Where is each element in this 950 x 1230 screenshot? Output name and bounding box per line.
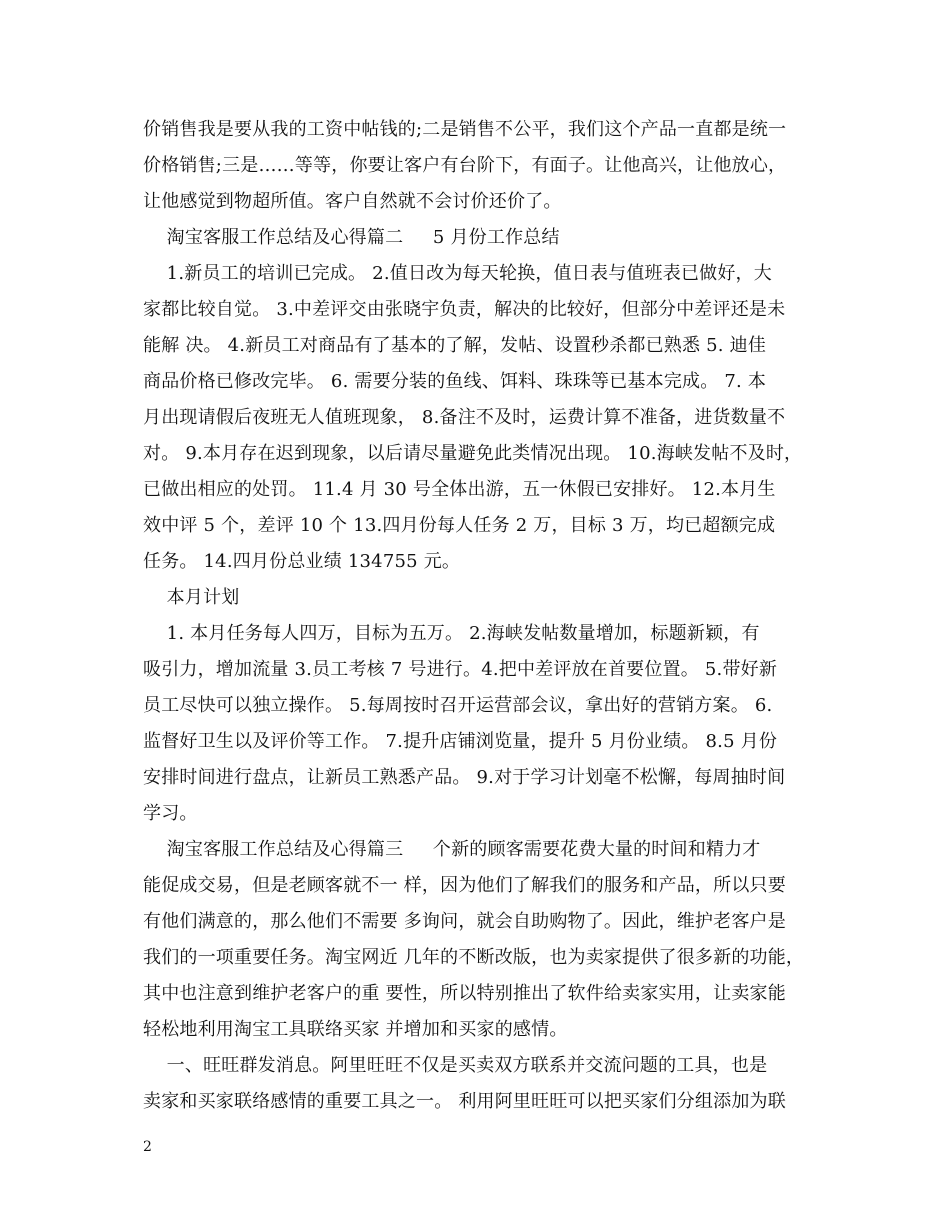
text-line: 价格销售;三是……等等，你要让客户有台阶下，有面子。让他高兴，让他放心， [143, 155, 787, 176]
page-number: 2 [143, 1139, 152, 1155]
text-line: 任务。 14.四月份总业绩 134755 元。 [143, 551, 461, 572]
text-line: 轻松地利用淘宝工具联络买家 并增加和买家的感情。 [143, 1019, 568, 1040]
text-line: 安排时间进行盘点，让新员工熟悉产品。 9.对于学习计划毫不松懈，每周抽时间 [143, 767, 786, 788]
section-heading: 本月计划 [143, 587, 240, 608]
text-line: 一、旺旺群发消息。阿里旺旺不仅是买卖双方联系并交流问题的工具，也是 [143, 1055, 768, 1076]
text-line: 1. 本月任务每人四万，目标为五万。 2.海峡发帖数量增加，标题新颖，有 [143, 623, 760, 644]
text-line: 商品价格已修改完毕。 6. 需要分装的鱼线、饵料、珠珠等已基本完成。 7. 本 [143, 371, 767, 392]
text-line: 已做出相应的处罚。 11.4 月 30 号全体出游，五一休假已安排好。 12.本月生 [143, 479, 776, 500]
text-line: 月出现请假后夜班无人值班现象， 8.备注不及时，运费计算不准备，进货数量不 [143, 407, 786, 428]
text-line: 对。 9.本月存在迟到现象，以后请尽量避免此类情况出现。 10.海峡发帖不及时， [143, 443, 803, 464]
text-line: 卖家和买家联络感情的重要工具之一。 利用阿里旺旺可以把买家们分组添加为联 [143, 1091, 786, 1112]
text-line: 员工尽快可以独立操作。 5.每周按时召开运营部会议，拿出好的营销方案。 6. [143, 695, 773, 716]
text-line: 能促成交易，但是老顾客就不一 样，因为他们了解我们的服务和产品，所以只要 [143, 875, 786, 896]
text-line: 价销售我是要从我的工资中帖钱的;二是销售不公平，我们这个产品一直都是统一 [143, 119, 787, 140]
text-line: 能解 决。 4.新员工对商品有了基本的了解，发帖、设置秒杀都已熟悉 5. 迪佳 [143, 335, 767, 356]
text-line: 1.新员工的培训已完成。 2.值日改为每天轮换，值日表与值班表已做好，大 [143, 263, 772, 284]
section-heading: 淘宝客服工作总结及心得篇二 5 月份工作总结 [143, 227, 560, 248]
text-line: 家都比较自觉。 3.中差评交由张晓宇负责，解决的比较好，但部分中差评还是未 [143, 299, 786, 320]
text-line: 监督好卫生以及评价等工作。 7.提升店铺浏览量，提升 5 月份业绩。 8.5 月份 [143, 731, 778, 752]
text-line: 其中也注意到维护老客户的重 要性，所以特别推出了软件给卖家实用，让卖家能 [143, 983, 786, 1004]
text-line: 让他感觉到物超所值。客户自然就不会讨价还价了。 [143, 191, 562, 212]
text-line: 效中评 5 个，差评 10 个 13.四月份每人任务 2 万，目标 3 万，均已超额完成 [143, 515, 776, 536]
section-heading: 淘宝客服工作总结及心得篇三 个新的顾客需要花费大量的时间和精力才 [143, 839, 761, 860]
text-line: 有他们满意的，那么他们不需要 多询问，就会自助购物了。因此，维护老客户是 [143, 911, 786, 932]
text-line: 我们的一项重要任务。淘宝网近 几年的不断改版，也为卖家提供了很多新的功能， [143, 947, 805, 968]
text-line: 吸引力，增加流量 3.员工考核 7 号进行。4.把中差评放在首要位置。 5.带好新 [143, 659, 778, 680]
text-line: 学习。 [143, 803, 198, 824]
